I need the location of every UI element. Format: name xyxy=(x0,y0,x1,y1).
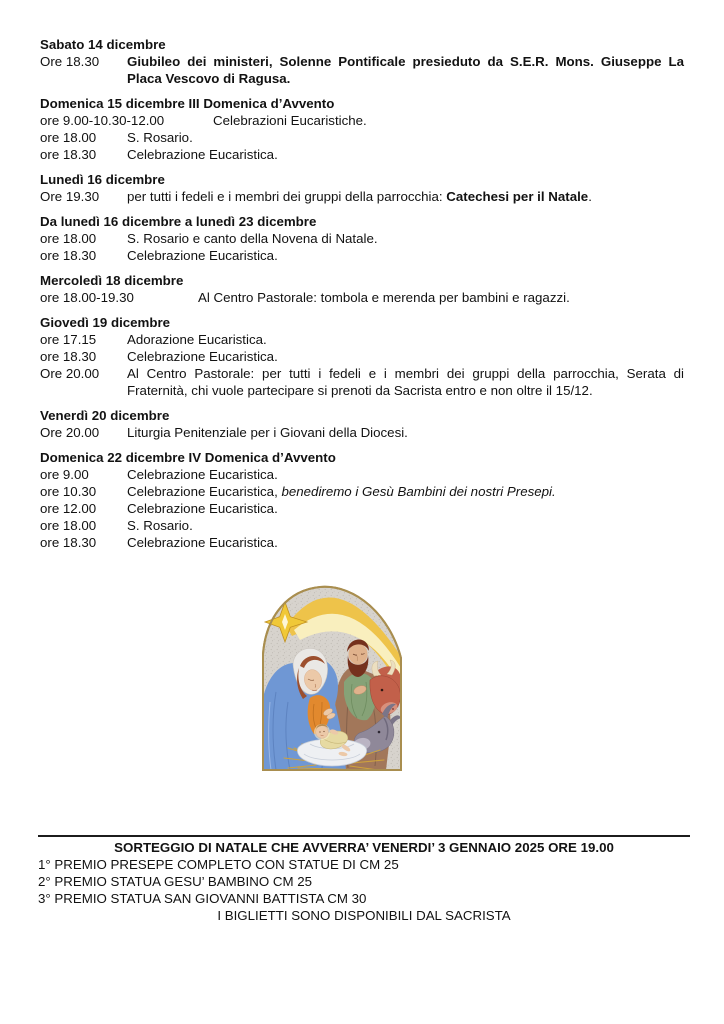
raffle-footer: I BIGLIETTI SONO DISPONIBILI DAL SACRISTA xyxy=(217,908,511,923)
event-time: ore 18.00 xyxy=(40,518,97,533)
section-heading: Lunedì 16 dicembre xyxy=(40,172,165,187)
event-time: Ore 20.00 xyxy=(40,425,100,440)
description-segment: Celebrazione Eucaristica. xyxy=(127,349,278,364)
description-segment: Adorazione Eucaristica. xyxy=(127,332,267,347)
raffle-section xyxy=(38,835,690,924)
event-time: Ore 19.30 xyxy=(40,189,100,204)
raffle-prize-line: 1° PREMIO PRESEPE COMPLETO CON STATUE DI CM 25 xyxy=(38,857,399,872)
schedule-section xyxy=(40,213,684,264)
schedule-row xyxy=(40,146,684,163)
description-segment: S. Rosario e canto della Novena di Natale. xyxy=(127,231,378,246)
event-time: ore 18.00 xyxy=(40,231,97,246)
description-segment: Celebrazione Eucaristica. xyxy=(127,248,278,263)
event-time: ore 17.15 xyxy=(40,332,97,347)
schedule-row xyxy=(40,331,684,348)
nativity-image xyxy=(258,582,406,772)
event-time: Ore 18.30 xyxy=(40,54,100,69)
event-description xyxy=(127,129,684,146)
event-description xyxy=(127,53,684,87)
schedule-row xyxy=(40,289,684,306)
event-description xyxy=(127,466,684,483)
schedule-section xyxy=(40,36,684,87)
event-time: ore 18.00 xyxy=(40,130,97,145)
schedule-row xyxy=(40,365,684,399)
section-heading: Venerdì 20 dicembre xyxy=(40,408,170,423)
schedule-section xyxy=(40,272,684,306)
raffle-title: SORTEGGIO DI NATALE CHE AVVERRA’ VENERDI’ 3 GENNAIO 2025 ORE 19.00 xyxy=(114,840,614,855)
event-description xyxy=(213,112,684,129)
event-description xyxy=(127,483,684,500)
event-description xyxy=(127,247,684,264)
schedule-row xyxy=(40,188,684,205)
schedule-row xyxy=(40,129,684,146)
description-segment: Celebrazione Eucaristica. xyxy=(127,467,278,482)
schedule-row xyxy=(40,517,684,534)
raffle-prize-line: 2° PREMIO STATUA GESU’ BAMBINO CM 25 xyxy=(38,874,313,889)
schedule-row xyxy=(40,466,684,483)
nativity-scene-svg xyxy=(258,582,406,772)
event-time: ore 18.30 xyxy=(40,535,97,550)
event-description xyxy=(127,365,684,399)
event-description xyxy=(127,188,684,205)
schedule-row xyxy=(40,534,684,551)
description-segment: Celebrazione Eucaristica. xyxy=(127,535,278,550)
section-heading: Domenica 15 dicembre III Domenica d’Avvento xyxy=(40,96,335,111)
event-description xyxy=(127,146,684,163)
schedule-row xyxy=(40,483,684,500)
schedule-row xyxy=(40,247,684,264)
schedule-row xyxy=(40,53,684,87)
event-time: ore 10.30 xyxy=(40,484,97,499)
description-segment: Al Centro Pastorale: tombola e merenda per bambini e ragazzi. xyxy=(198,290,570,305)
event-description xyxy=(127,348,684,365)
event-time: Ore 20.00 xyxy=(40,366,100,381)
description-segment: Celebrazione Eucaristica. xyxy=(127,147,278,162)
event-description xyxy=(198,289,684,306)
event-description xyxy=(127,500,684,517)
section-heading: Mercoledì 18 dicembre xyxy=(40,273,184,288)
schedule-row xyxy=(40,348,684,365)
description-segment: Celebrazione Eucaristica. xyxy=(127,501,278,516)
event-description xyxy=(127,534,684,551)
event-time: ore 12.00 xyxy=(40,501,97,516)
schedule-section xyxy=(40,449,684,551)
event-description xyxy=(127,517,684,534)
event-time: ore 18.00-19.30 xyxy=(40,290,134,305)
description-segment: . xyxy=(588,189,592,204)
description-segment: S. Rosario. xyxy=(127,130,193,145)
description-segment: Giubileo dei ministeri, Solenne Pontificale presieduto da S.E.R. Mons. Giuseppe La Placa Vescovo di Ragusa. xyxy=(127,54,684,86)
event-description xyxy=(127,331,684,348)
description-segment: Catechesi per il Natale xyxy=(446,189,589,204)
schedule-section xyxy=(40,171,684,205)
event-description xyxy=(127,230,684,247)
description-segment: Celebrazioni Eucaristiche. xyxy=(213,113,367,128)
section-heading: Da lunedì 16 dicembre a lunedì 23 dicembre xyxy=(40,214,317,229)
event-description xyxy=(127,424,684,441)
schedule-section xyxy=(40,407,684,441)
schedule-row xyxy=(40,230,684,247)
raffle-prize-line: 3° PREMIO STATUA SAN GIOVANNI BATTISTA CM 30 xyxy=(38,891,367,906)
description-segment: Al Centro Pastorale: per tutti i fedeli e i membri dei gruppi della parrocchia, Serata di Fraternità, chi vuole partecipare si prenoti da Sacrista entro e non oltre il 15/12. xyxy=(127,366,684,398)
section-heading: Domenica 22 dicembre IV Domenica d’Avvento xyxy=(40,450,336,465)
section-heading: Sabato 14 dicembre xyxy=(40,37,166,52)
raffle-prize-list xyxy=(38,856,690,907)
event-time: ore 9.00-10.30-12.00 xyxy=(40,113,165,128)
description-segment: Celebrazione Eucaristica, xyxy=(127,484,282,499)
description-segment: Liturgia Penitenziale per i Giovani della Diocesi. xyxy=(127,425,408,440)
schedule-row xyxy=(40,500,684,517)
description-segment: S. Rosario. xyxy=(127,518,193,533)
schedule-row xyxy=(40,424,684,441)
event-time: ore 18.30 xyxy=(40,248,97,263)
description-segment: benediremo i Gesù Bambini dei nostri Presepi. xyxy=(281,484,556,499)
schedule-section xyxy=(40,314,684,399)
description-segment: per tutti i fedeli e i membri dei gruppi della parrocchia: xyxy=(127,189,447,204)
event-time: ore 18.30 xyxy=(40,147,97,162)
section-heading: Giovedì 19 dicembre xyxy=(40,315,171,330)
event-time: ore 18.30 xyxy=(40,349,97,364)
schedule-row xyxy=(40,112,684,129)
schedule xyxy=(40,36,684,551)
event-time: ore 9.00 xyxy=(40,467,89,482)
schedule-section xyxy=(40,95,684,163)
